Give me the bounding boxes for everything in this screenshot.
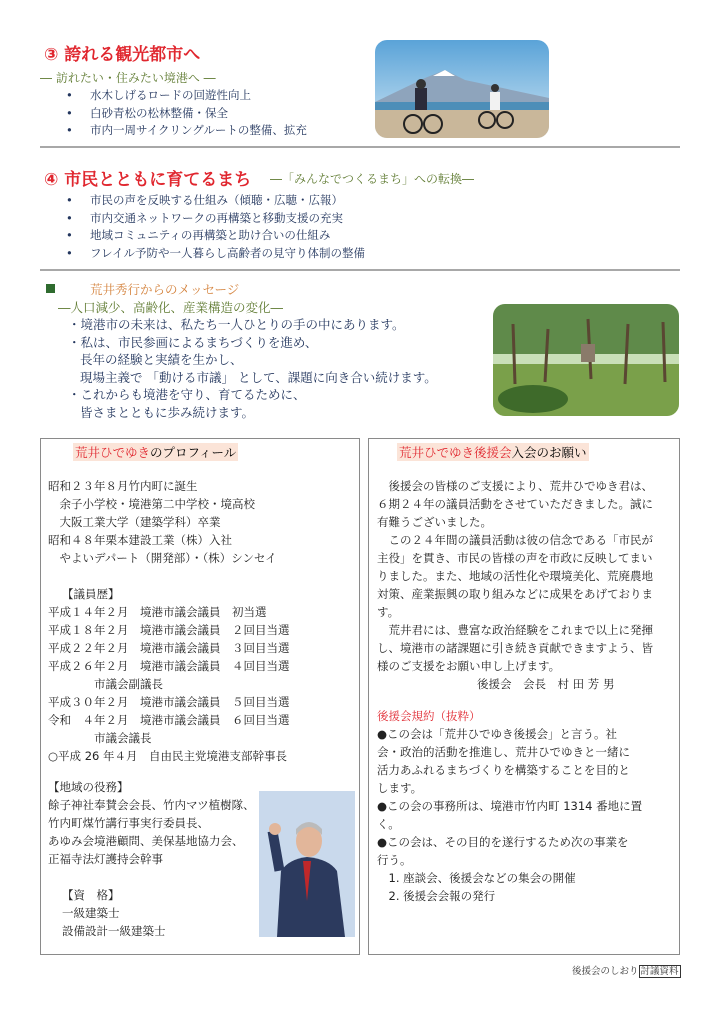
career-line: 平成１８年２月 境港市議会議員 ２回目当選 (48, 623, 290, 637)
request-line: この２４年間の議員活動は彼の信念である「市民が (377, 533, 653, 547)
rule-line: 行う。 (377, 853, 412, 867)
roles-line: 竹内町煤竹講行事実行委員長、 (48, 816, 209, 830)
bio-line: 昭和２３年８月竹内町に誕生 (48, 479, 198, 493)
cycling-photo (375, 40, 549, 138)
roles-heading: 【地域の役務】 (48, 780, 129, 794)
message-line: ・境港市の未来は、私たち一人ひとりの手の中にあります。 (68, 317, 405, 332)
message-line: ・私は、市民参画によるまちづくりを進め、 (68, 334, 318, 350)
list-item: • 市内交通ネットワークの再構築と移動支援の充実 (66, 210, 365, 228)
pine-forest-photo (493, 304, 679, 416)
section3-subtitle: ― 訪れたい・住みたい境港へ ― (40, 71, 216, 85)
career-line: 平成２６年２月 境港市議会議員 ４回目当選 (48, 659, 290, 673)
rule-line: 会・政治的活動を推進し、荒井ひでゆきと一緒に (377, 745, 630, 759)
rule-line: ●この会は、その目的を遂行するため次の事業を (377, 835, 629, 849)
section3-list (66, 87, 307, 140)
bio-line: 余子小学校・境港第二中学校・境高校 (48, 497, 255, 511)
divider (40, 146, 680, 148)
qual-line: 一級建築士 (62, 906, 120, 920)
list-item: • 水木しげるロードの回遊性向上 (66, 87, 307, 105)
career-line: 平成３０年２月 境港市議会議員 ５回目当選 (48, 695, 290, 709)
request-line: 主役」を貫き、市民の皆様の声を市政に反映してまい (377, 551, 653, 565)
square-bullet-icon (46, 284, 55, 293)
bio-line: 昭和４８年栗本建設工業（株）入社 (48, 533, 232, 547)
rule-line: します。 (377, 781, 423, 795)
bio-line: 大阪工業大学（建築学科）卒業 (48, 515, 221, 529)
request-title: 荒井ひでゆき後援会入会のお願い (399, 445, 587, 460)
message-subtitle: ―人口減少、高齢化、産業構造の変化― (58, 300, 284, 315)
candidate-portrait (259, 791, 355, 937)
profile-title: 荒井ひでゆきのプロフィール (75, 445, 237, 460)
roles-line: 正福寺法灯護持会幹事 (48, 852, 163, 866)
career-line: ○平成 26 年４月 自由民主党境港支部幹事長 (48, 749, 287, 763)
request-line: 対策、産業振興の取り組みなどに成果をあげておりま (377, 587, 653, 601)
qual-heading: 【資 格】 (62, 888, 120, 902)
list-item: • フレイル予防や一人暮らし高齢者の見守り体制の整備 (66, 245, 365, 263)
request-line: 有難うございました。 (377, 515, 492, 529)
rule-line: 活力あふれるまちづくりを構築することを目的と (377, 763, 630, 777)
message-line: 現場主義で 「動ける市議」 として、課題に向き合い続けます。 (80, 369, 437, 385)
rule-line: ●この会は「荒井ひでゆき後援会」と言う。社 (377, 727, 618, 741)
rule-line: 2. 後援会会報の発行 (377, 889, 496, 903)
request-line: す。 (377, 605, 400, 619)
request-line: し、境港市の諸課題に引き続き貢献できますよう、皆 (377, 641, 653, 655)
request-line: 荒井君には、豊富な政治経験をこれまで以上に発揮 (377, 623, 653, 637)
list-item: • 市民の声を反映する仕組み（傾聴・広聴・広報） (66, 192, 365, 210)
request-line: りました。また、地域の活性化や環境美化、荒廃農地 (377, 569, 653, 583)
career-line: 平成２２年２月 境港市議会議員 ３回目当選 (48, 641, 290, 655)
profile-box (40, 438, 360, 955)
career-line: 令和 ４年２月 境港市議会議員 ６回目当選 (48, 713, 290, 727)
message-line: ・これからも境港を守り、育てるために、 (68, 387, 306, 402)
career-line: 市議会副議長 (48, 677, 163, 691)
roles-line: 餘子神社奉賛会会長、竹内マツ植樹隊、 (48, 798, 255, 812)
request-line: 後援会の皆様のご支援により、荒井ひでゆき君は、 (377, 479, 653, 493)
career-line: 平成１４年２月 境港市議会議員 初当選 (48, 605, 267, 619)
list-item: • 市内一周サイクリングルートの整備、拡充 (66, 122, 307, 140)
list-item: • 白砂青松の松林整備・保全 (66, 105, 307, 123)
section4-list (66, 192, 365, 262)
signature: 後援会 会長 村 田 芳 男 (477, 677, 615, 691)
qual-line: 設備設計一級建築士 (62, 924, 166, 938)
message-title: 荒井秀行からのメッセージ (90, 282, 240, 297)
list-item: • 地域コミュニティの再構築と助け合いの仕組み (66, 227, 365, 245)
section3-title: ③ 誇れる観光都市へ (44, 45, 201, 65)
request-line: 様のご支援をお願い申し上げます。 (377, 659, 561, 673)
career-heading: 【議員歴】 (62, 587, 120, 601)
footer-boxed-label: 討議資料 (640, 966, 679, 977)
rule-line: く。 (377, 817, 400, 831)
section4-subtitle: ―「みんなでつくるまち」への転換― (270, 172, 475, 186)
footer-text: 後援会のしおり (572, 966, 639, 977)
section4-title: ④ 市民とともに育てるまち (44, 170, 252, 190)
career-line: 市議会議長 (48, 731, 152, 745)
rule-line: ●この会の事務所は、境港市竹内町 1314 番地に置 (377, 799, 643, 813)
bio-line: やよいデパート（開発部）・（株）シンセイ (48, 551, 277, 565)
footer (572, 963, 681, 977)
divider (40, 269, 680, 271)
rules-heading: 後援会規約（抜粋） (377, 709, 481, 723)
message-line: 長年の経験と実績を生かし、 (80, 352, 243, 367)
message-line: 皆さまとともに歩み続けます。 (80, 404, 255, 420)
request-line: ６期２４年の議員活動をさせていただきました。誠に (377, 497, 653, 511)
message-body (68, 316, 437, 421)
roles-line: あゆみ会境港顧問、美保基地協力会、 (48, 834, 244, 848)
membership-request-box (368, 438, 680, 955)
rule-line: 1. 座談会、後援会などの集会の開催 (377, 871, 576, 885)
